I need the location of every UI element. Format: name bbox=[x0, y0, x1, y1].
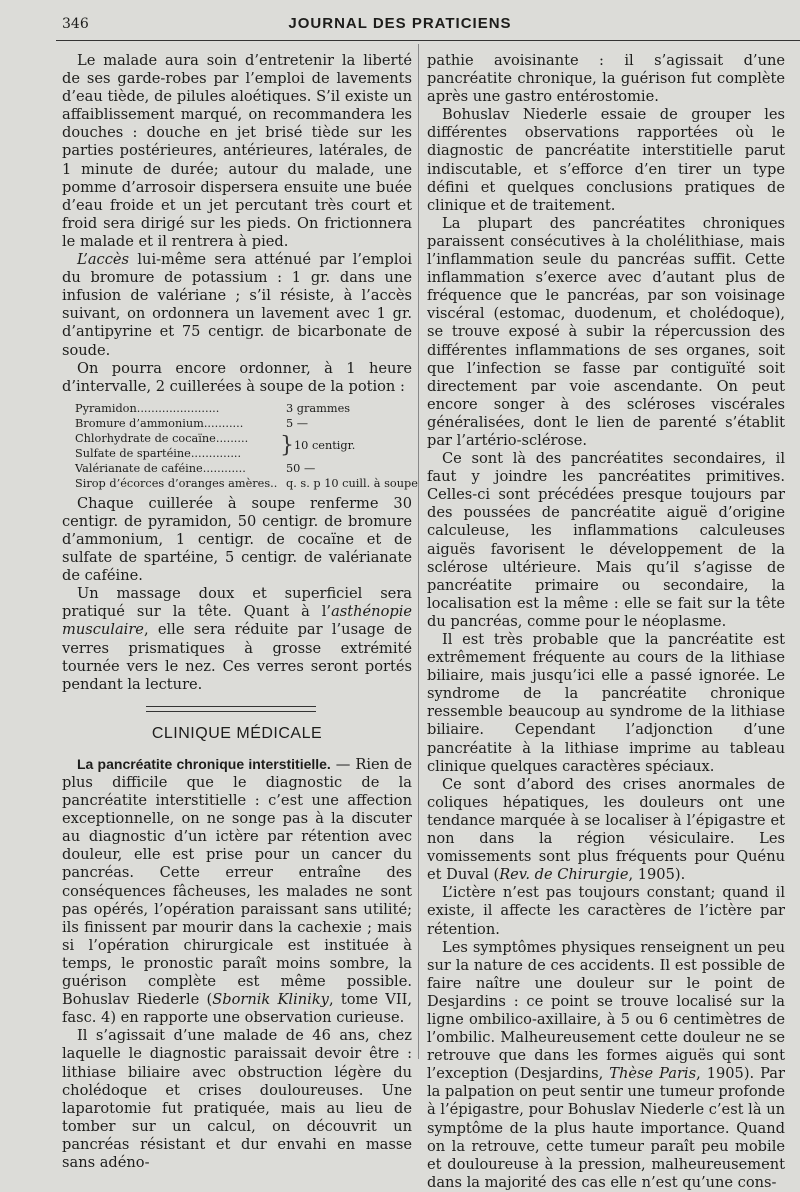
section-separator bbox=[146, 706, 316, 712]
italic-term: L’accès bbox=[77, 251, 130, 269]
italic-term: asthénopie musculaire bbox=[62, 603, 412, 639]
running-title: JOURNAL DES PRATICIENS bbox=[288, 15, 512, 32]
paragraph: Chaque cuillerée à soupe renferme 30 centigr. de pyramidon, 50 centigr. de bromure d’ammonium, 1 centigr. de cocaïne et de sulfate de spartéine, 5 centigr. de valérianate de caféine. bbox=[62, 494, 412, 585]
paragraph: On pourra encore ordonner, à 1 heure d’intervalle, 2 cuillerées à soupe de la potion : bbox=[62, 359, 412, 395]
paragraph: Bohuslav Niederle essaie de grouper les différentes observations rapportées où le diagnostic de pancréatite interstitielle parut indiscutable, et s’efforce d’en tirer un type défini et quelques conclusions pratiques de clinique et de traitement. bbox=[427, 106, 785, 214]
paragraph: Ce sont là des pancréatites secondaires, il faut y joindre les pancréatites primitives. Celles-ci sont précédées presque toujours par des poussées de pancréatite aiguë d’origine calculeuse, les inflammations calculeuses aiguës favorisent le développement de la sclérose ultérieure. Mais qu’il s’agisse de pancréatite primaire ou secondaire, la localisation est la même : elle se fait sur la tête du pancréas, comme pour le néoplasme. bbox=[427, 450, 785, 630]
ingredient-dose: 50 — bbox=[286, 461, 316, 475]
italic-term: Thèse Paris bbox=[609, 1065, 697, 1083]
paragraph: La plupart des pancréatites chroniques paraissent consécutives à la cholélithiase, mais l’inflammation seule du pancréas suffit. Cette inflammation s’exerce avec d’autant plus de fréquence que le pancréas, par son voisinage viscéral (estomac, duodenum, et cholédoque), se trouve exposé à subir la répercussion des différentes inflammations de ses organes, soit que l’infection se fasse par contiguïté soit directement par voie ascendante. On peut encore songer à des scléroses viscérales généralisées, dont le lien de parenté s’établit par l’artério-sclérose. bbox=[427, 214, 785, 449]
paragraph: L’accès lui-même sera atténué par l’emploi du bromure de potassium : 1 gr. dans une infusion de valériane ; s’il résiste, à l’accès suivant, on ordonnera un lavement avec 1 gr. d’antipyrine et 75 centigr. de bicarbonate de soude. bbox=[62, 251, 412, 359]
right-column bbox=[427, 52, 785, 1192]
section-title: CLINIQUE MÉDICALE bbox=[151, 724, 323, 742]
brace-glyph: } bbox=[280, 432, 294, 458]
ingredient-name: Valérianate de caféine............ bbox=[75, 461, 246, 475]
paragraph: Les symptômes physiques renseignent un peu sur la nature de ces accidents. Il est possible de faire naître une douleur sur le point de Desjardins : ce point se trouve localisé sur la ligne ombilico-axillaire, à 5 ou 6 centimètres de l’ombilic. Malheureusement cette douleur ne se retrouve que dans les formes aiguës qui sont l’exception (Desjardins, Thèse Paris, 1905). Par la palpation on peut sentir une tumeur profonde à l’épigastre, pour Bohuslav Niederle c’est là un symptôme de la plus haute importance. Quand on la retrouve, cette tumeur paraît peu mobile et douloureuse à la pression, malheureusement dans la majorité des cas elle n’est qu’une cons- bbox=[427, 938, 785, 1191]
paragraph: Il est très probable que la pancréatite est extrêmement fréquente au cours de la lithiase biliaire, mais jusqu’ici elle a passé ignorée. Le syndrome de la pancréatite chronique ressemble beaucoup au syndrome de la lithiase biliaire. Cependant l’adjonction d’une pancréatite à la lithiase imprime au tableau clinique quelques caractères spéciaux. bbox=[427, 631, 785, 775]
paragraph: pathie avoisinante : il s’agissait d’une pancréatite chronique, la guérison fut complète après une gastro entérostomie. bbox=[427, 52, 785, 106]
prescription-row bbox=[75, 416, 412, 431]
page-number: 346 bbox=[62, 16, 89, 32]
prescription-row bbox=[75, 461, 412, 476]
prescription-group bbox=[75, 431, 412, 461]
column-divider bbox=[418, 44, 419, 1059]
italic-term: Rev. de Chirurgie bbox=[499, 866, 629, 884]
paragraph: La pancréatite chronique interstitielle. — Rien de plus difficile que le diagnostic de la pancréatite interstitielle : c’est une affection exceptionnelle, on ne songe pas à la discuter au diagnostic d’un ictère par rétention avec douleur, elle est prise pour un cancer du pancréas. Cette erreur entraîne des conséquences fâcheuses, les malades ne sont pas opérés, l’opération paraissant sans utilité; ils finissent par mourir dans la cachexie ; mais si l’opération chirurgicale est instituée à temps, le pronostic paraît moins sombre, la guérison complète est même possible. Bohuslav Riederle (Sbornik Kliniky, tome VII, fasc. 4) en rapporte une observation curieuse. bbox=[62, 755, 412, 1027]
left-column bbox=[62, 52, 418, 1172]
paragraph: Ce sont d’abord des crises anormales de coliques hépatiques, les douleurs ont une tendance marquée à se localiser à l’épigastre et non dans la région vésiculaire. Les vomissements sont plus fréquents pour Quénu et Duval (Rev. de Chirurgie, 1905). bbox=[427, 775, 785, 884]
prescription-row bbox=[75, 401, 412, 416]
ingredient-name: Sulfate de spartéine.............. bbox=[75, 446, 242, 460]
prescription-row bbox=[75, 476, 418, 491]
article-title: La pancréatite chronique interstitielle. bbox=[77, 755, 331, 772]
ingredient-name: Sirop d’écorces d’oranges amères.. bbox=[75, 476, 278, 490]
paragraph: Un massage doux et superficiel sera pratiqué sur la tête. Quant à l’asthénopie musculaire, elle sera réduite par l’usage de verres prismatiques à grosse extrémité tournée vers le nez. Ces verres seront portés pendant la lecture. bbox=[62, 585, 412, 693]
ingredient-name: Bromure d’ammonium........... bbox=[75, 416, 244, 430]
paragraph: Le malade aura soin d’entretenir la liberté de ses garde-robes par l’emploi de lavements d’eau tiède, de pilules aloétiques. S’il existe un affaiblissement marqué, on recommandera les douches : douche en jet brisé tiède sur les parties postérieures, antérieures, latérales, de 1 minute de durée; autour du malade, une pomme d’arrosoir dispersera ensuite une buée d’eau froide et un jet percutant très court et froid sera dirigé sur les pieds. On frictionnera le malade et il rentrera à pied. bbox=[62, 52, 412, 250]
paragraph: L’ictère n’est pas toujours constant; quand il existe, il affecte les caractères de l’ictère par rétention. bbox=[427, 884, 785, 938]
page-header bbox=[0, 14, 800, 36]
header-rule bbox=[56, 40, 800, 41]
italic-term: Sbornik Kliniky bbox=[212, 991, 329, 1009]
ingredient-name: Chlorhydrate de cocaïne......... bbox=[75, 431, 249, 445]
prescription-table bbox=[75, 401, 418, 491]
ingredient-dose: 10 centigr. bbox=[294, 439, 356, 453]
paragraph: Il s’agissait d’une malade de 46 ans, chez laquelle le diagnostic paraissait devoir être : lithiase biliaire avec obstruction légère du cholédoque et crises douloureuses. Une laparotomie fut pratiquée, mais au lieu de tomber sur un calcul, on découvrit un pancréas résistant et dur envahi en masse sans adéno- bbox=[62, 1027, 412, 1171]
ingredient-dose: q. s. p 10 cuill. à soupe bbox=[286, 476, 418, 490]
ingredient-dose: 3 grammes bbox=[286, 401, 351, 415]
ingredient-dose: 5 — bbox=[286, 416, 309, 430]
ingredient-name: Pyramidon....................... bbox=[75, 401, 220, 415]
